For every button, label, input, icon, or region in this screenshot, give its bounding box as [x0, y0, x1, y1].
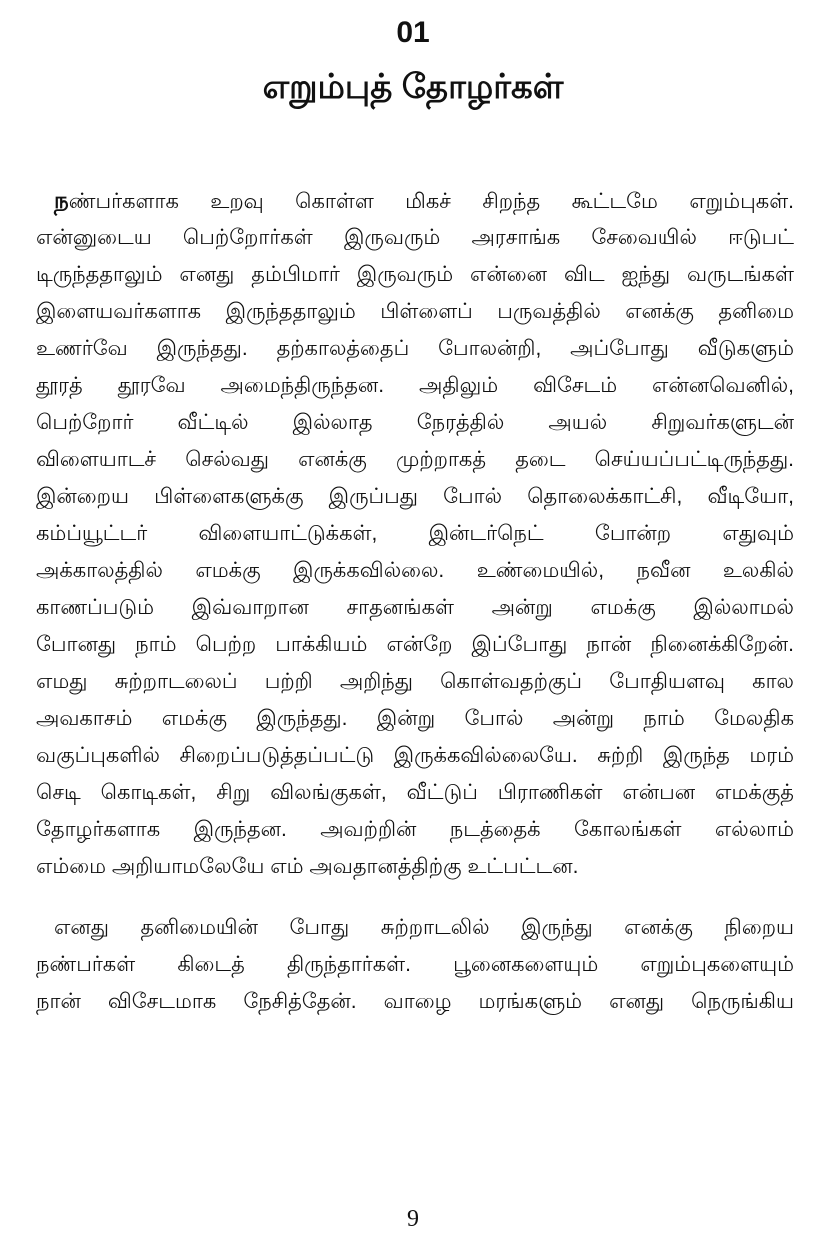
body-text [36, 182, 794, 1020]
text-line: எம்மை அறியாமலேயே எம் அவதானத்திற்கு உட்பட்டன. [36, 855, 579, 878]
chapter-title: எறும்புத் தோழர்கள் [262, 68, 564, 106]
text-line: கம்ப்யூட்டர் விளையாட்டுக்கள், இன்டர்நெட் போன்ற எதுவும் [36, 522, 794, 545]
text-line: உணர்வே இருந்தது. தற்காலத்தைப் போலன்றி, அப்போது வீடுகளும் [36, 337, 794, 360]
text-line: டிருந்ததாலும் எனது தம்பிமார் இருவரும் என்னை விட ஐந்து வருடங்கள் [36, 263, 794, 286]
text-line: அவகாசம் எமக்கு இருந்தது. இன்று போல் அன்று நாம் மேலதிக [36, 707, 794, 730]
text-line: தூரத் தூரவே அமைந்திருந்தன. அதிலும் விசேடம் என்னவெனில், [36, 374, 794, 397]
text-line: விளையாடச் செல்வது எனக்கு முற்றாகத் தடை செய்யப்பட்டிருந்தது. [36, 448, 794, 471]
text-line: நண்பர்கள் கிடைத் திருந்தார்கள். பூனைகளையும் எறும்புகளையும் [36, 953, 794, 976]
text-line: செடி கொடிகள், சிறு விலங்குகள், வீட்டுப் பிராணிகள் என்பன எமக்குத் [36, 781, 794, 804]
text-line: என்னுடைய பெற்றோர்கள் இருவரும் அரசாங்க சேவையில் ஈடுபட் [36, 226, 794, 249]
paragraph-1 [36, 182, 794, 885]
paragraph-spacer [36, 885, 794, 909]
text-fragment: ண்பர்களாக உறவு கொள்ள மிகச் சிறந்த கூட்டமே எறும்புகள். [68, 190, 794, 213]
text-line: எமது சுற்றாடலைப் பற்றி அறிந்து கொள்வதற்குப் போதியளவு கால [36, 670, 794, 693]
text-line: வகுப்புகளில் சிறைப்படுத்தப்பட்டு இருக்கவில்லையே. சுற்றி இருந்த மரம் [36, 744, 794, 767]
text-line: இளையவர்களாக இருந்ததாலும் பிள்ளைப் பருவத்தில் எனக்கு தனிமை [36, 300, 794, 323]
text-line: போனது நாம் பெற்ற பாக்கியம் என்றே இப்போது நான் நினைக்கிறேன். [36, 633, 794, 656]
text-line: அக்காலத்தில் எமக்கு இருக்கவில்லை. உண்மையில், நவீன உலகில் [36, 559, 794, 582]
text-line: தோழர்களாக இருந்தன. அவற்றின் நடத்தைக் கோலங்கள் எல்லாம் [36, 818, 794, 841]
text-line: எனது தனிமையின் போது சுற்றாடலில் இருந்து எனக்கு நிறைய [54, 916, 794, 939]
page-number: 9 [407, 1206, 419, 1232]
text-line [36, 182, 794, 219]
text-line: காணப்படும் இவ்வாறான சாதனங்கள் அன்று எமக்கு இல்லாமல் [36, 596, 794, 619]
paragraph-2 [36, 909, 794, 1020]
text-line: பெற்றோர் வீட்டில் இல்லாத நேரத்தில் அயல் சிறுவர்களுடன் [36, 411, 794, 434]
text-line: இன்றைய பிள்ளைகளுக்கு இருப்பது போல் தொலைக்காட்சி, வீடியோ, [36, 485, 794, 508]
drop-initial: ந [54, 187, 69, 213]
chapter-number: 01 [396, 16, 430, 49]
text-line: நான் விசேடமாக நேசித்தேன். வாழை மரங்களும் எனது நெருங்கிய [36, 990, 794, 1013]
